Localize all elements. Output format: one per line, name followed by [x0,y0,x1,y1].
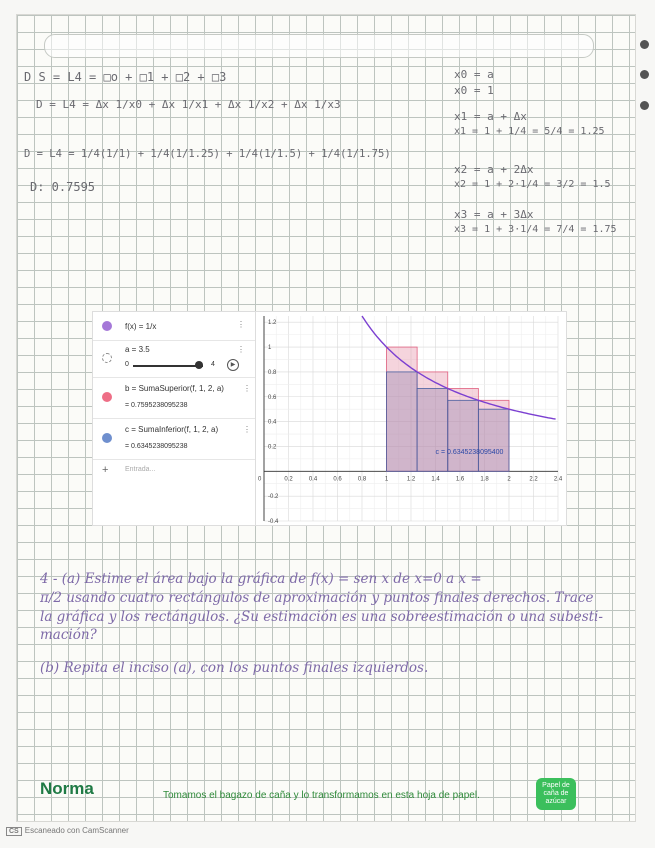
upper-sum-value: = 0.7595238095238 [125,402,188,409]
y-tick-label: 0.4 [268,419,277,426]
note-line: x2 = a + 2Δx [454,163,534,176]
problem-line: mación? [40,627,97,643]
x-tick-label: 1.8 [480,476,489,483]
binder-hole [640,101,649,110]
y-tick-label: 0.6 [268,394,277,401]
problem-line: la gráfica y los rectángulos. ¿Su estimación es una sobreestimación o una subesti- [40,609,603,625]
play-icon[interactable]: ▶ [227,359,239,371]
more-menu-icon[interactable]: ⋮ [243,384,251,393]
binder-hole [640,40,649,49]
x-tick-label: 1.6 [455,476,465,483]
note-line: x1 = a + Δx [454,110,527,123]
x-tick-label: 1.4 [431,476,440,483]
slider-min: 0 [125,361,129,368]
lower-sum-rect [417,388,448,471]
geogebra-screenshot [92,311,567,526]
x-tick-label: 2.2 [529,476,538,483]
note-line: D S = L4 = □o + □1 + □2 + □3 [24,70,227,84]
scanner-logo: CS [6,827,22,836]
more-menu-icon[interactable]: ⋮ [237,320,245,329]
sum-value-label: c = 0.6345238095400 [435,448,504,456]
x-tick-label: 0.6 [333,476,342,483]
problem-line: 4 - (a) Estime el área bajo la gráfica de f(x) = sen x de x=0 a x = [40,571,482,587]
footer-slogan: Tomamos el bagazo de caña y lo transformamos en esta hoja de papel. [163,790,480,801]
slider-track[interactable] [133,365,203,367]
lower-sum-rect [387,372,418,471]
lower-sum-definition: c = SumaInferior(f, 1, 2, a) [125,425,219,434]
x-tick-label: 0.4 [308,476,318,483]
more-menu-icon[interactable]: ⋮ [237,345,245,354]
lower-sum-rect [478,409,509,471]
scanner-text: Escaneado con CamScanner [24,826,129,835]
note-line: D = L4 = Δx 1/x0 + Δx 1/x1 + Δx 1/x2 + Δx 1/x3 [36,98,341,111]
upper-sum-definition: b = SumaSuperior(f, 1, 2, a) [125,384,224,393]
x-tick-label: 0 [258,476,262,483]
binder-hole [640,70,649,79]
problem-line: π/2 usando cuatro rectángulos de aproximación y puntos finales derechos. Trace [40,590,594,606]
y-tick-label: 0.8 [268,369,277,376]
x-tick-label: 1 [384,476,389,483]
function-plot[interactable] [256,312,566,525]
x-tick-label: 0.2 [284,476,293,483]
problem-line: (b) Repita el inciso (a), con los puntos finales izquierdos. [40,660,429,676]
graphics-view[interactable] [256,312,566,525]
lower-sum-value: = 0.6345238095238 [125,443,188,450]
paper-badge: Papel de caña de azúcar [536,778,576,810]
note-line: D: 0.7595 [30,180,96,194]
algebra-row-b[interactable] [93,378,255,419]
function-definition: f(x) = 1/x [125,322,157,331]
slider-max: 4 [211,361,215,368]
y-tick-label: 1 [268,345,272,352]
lower-sum-rect [448,400,479,471]
y-tick-label: -0.2 [268,494,279,501]
x-tick-label: 2 [507,476,511,483]
visibility-dot[interactable] [102,392,112,402]
input-bar[interactable] [93,460,255,482]
y-tick-label: 1.2 [268,320,277,327]
slider-handle[interactable] [195,361,203,369]
scanner-watermark [6,826,129,836]
note-line: x3 = 1 + 3·1/4 = 7/4 = 1.75 [454,224,617,235]
note-line: x2 = 1 + 2·1/4 = 3/2 = 1.5 [454,179,611,190]
note-line: x1 = 1 + 1/4 = 5/4 = 1.25 [454,126,605,137]
visibility-dot[interactable] [102,353,112,363]
note-line: x0 = 1 [454,84,494,97]
algebra-row-c[interactable] [93,419,255,460]
algebra-row-f[interactable] [93,312,255,341]
x-tick-label: 2.4 [553,476,563,483]
more-menu-icon[interactable]: ⋮ [243,425,251,434]
x-tick-label: 1.2 [406,476,416,483]
slider-definition: a = 3.5 [125,345,150,354]
x-tick-label: 0.8 [357,476,367,483]
add-icon[interactable]: + [102,464,109,476]
note-line: x3 = a + 3Δx [454,208,534,221]
algebra-row-a[interactable] [93,341,255,378]
note-line: x0 = a [454,68,494,81]
input-placeholder[interactable]: Entrada... [125,466,156,473]
page-header-band [44,34,594,58]
note-line: D = L4 = 1/4(1/1) + 1/4(1/1.25) + 1/4(1/1.5) + 1/4(1/1.75) [24,148,391,160]
algebra-view [93,312,256,525]
visibility-dot[interactable] [102,321,112,331]
y-tick-label: 0.2 [268,444,277,451]
visibility-dot[interactable] [102,433,112,443]
y-tick-label: -0.4 [268,519,279,525]
brand-logo: Norma [40,779,94,798]
